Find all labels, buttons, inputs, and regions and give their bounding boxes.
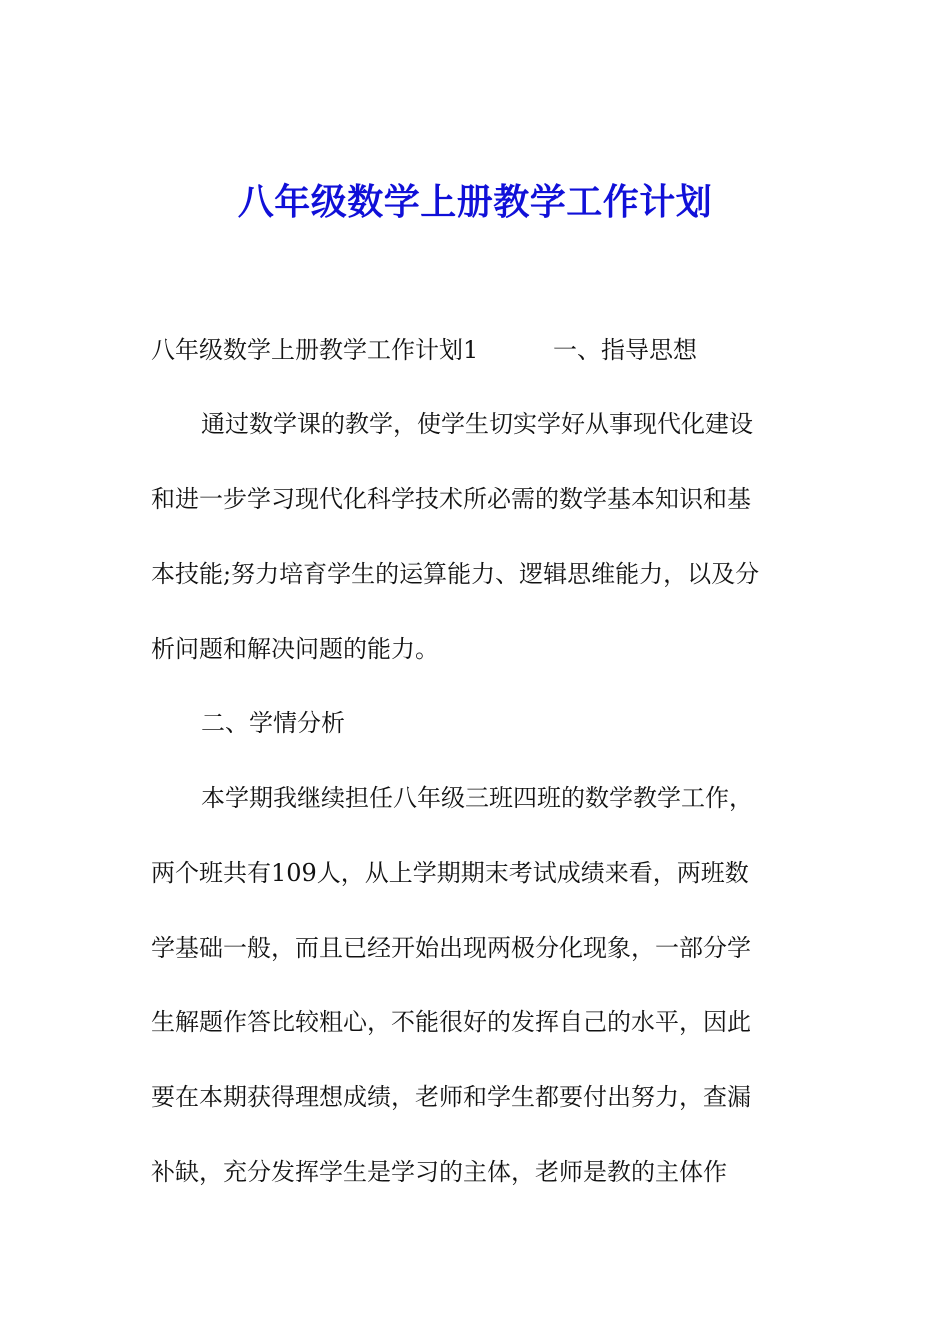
paragraph-line: 学基础一般，而且已经开始出现两极分化现象，一部分学 [151,934,751,962]
paragraph-line: 本学期我继续担任八年级三班四班的数学教学工作， [201,784,753,812]
paragraph-line: 析问题和解决问题的能力。 [151,635,439,663]
section-heading-guiding-ideology: 一、指导思想 [553,336,697,364]
document-title: 八年级数学上册教学工作计划 [237,181,713,223]
paragraph-line: 本技能;努力培育学生的运算能力、逻辑思维能力，以及分 [151,560,760,588]
paragraph-line: 两个班共有109人，从上学期期末考试成绩来看，两班数 [151,859,749,887]
paragraph-line: 通过数学课的教学，使学生切实学好从事现代化建设 [201,410,753,438]
plan-subtitle: 八年级数学上册教学工作计划1 [151,336,479,364]
paragraph-line: 和进一步学习现代化科学技术所必需的数学基本知识和基 [151,485,751,513]
section-heading-student-analysis: 二、学情分析 [201,709,345,737]
paragraph-line: 要在本期获得理想成绩，老师和学生都要付出努力，查漏 [151,1083,751,1111]
paragraph-line: 补缺，充分发挥学生是学习的主体，老师是教的主体作 [151,1158,727,1186]
paragraph-line: 生解题作答比较粗心，不能很好的发挥自己的水平，因此 [151,1008,751,1036]
